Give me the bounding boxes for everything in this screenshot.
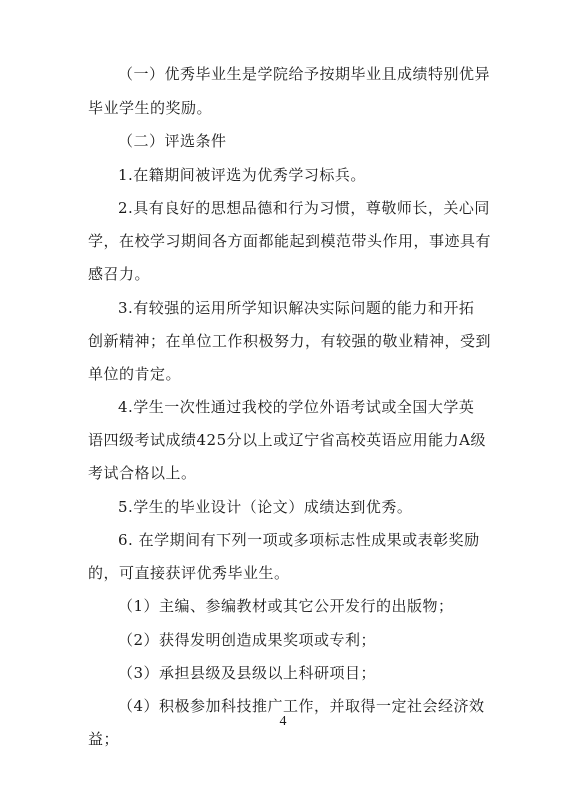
text-line: 学，在校学习期间各方面都能起到模范带头作用，事迹具有 <box>88 232 492 250</box>
text-line: 2.具有良好的思想品德和行为习惯，尊敬师长，关心同 <box>118 199 490 217</box>
text-line: 6. 在学期间有下列一项或多项标志性成果或表彰奖励 <box>118 531 480 549</box>
text-line: 益； <box>88 730 120 748</box>
text-line: （二）评选条件 <box>118 132 227 150</box>
text-line: 语四级考试成绩425分以上或辽宁省高校英语应用能力A级 <box>88 431 486 449</box>
text-line: 创新精神；在单位工作积极努力，有较强的敬业精神，受到 <box>88 332 492 350</box>
text-line: （一）优秀毕业生是学院给予按期毕业且成绩特别优异 <box>118 65 491 83</box>
text-line: 4.学生一次性通过我校的学位外语考试或全国大学英 <box>118 398 475 416</box>
text-line: （1）主编、参编教材或其它公开发行的出版物； <box>118 597 454 615</box>
text-line: 1.在籍期间被评选为优秀学习标兵。 <box>118 166 366 184</box>
page-number: 4 <box>279 714 287 729</box>
text-line: 的，可直接获评优秀毕业生。 <box>88 564 290 582</box>
text-line: （4）积极参加科技推广工作，并取得一定社会经济效 <box>118 697 485 715</box>
text-line: （2）获得发明创造成果奖项或专利； <box>118 631 377 649</box>
text-line: 感召力。 <box>88 265 151 283</box>
text-line: 单位的肯定。 <box>88 365 182 383</box>
text-line: （3）承担县级及县级以上科研项目； <box>118 664 377 682</box>
text-line: 5.学生的毕业设计（论文）成绩达到优秀。 <box>118 498 413 516</box>
text-line: 3.有较强的运用所学知识解决实际问题的能力和开拓 <box>118 299 475 317</box>
text-line: 考试合格以上。 <box>88 464 197 482</box>
text-line: 毕业学生的奖励。 <box>88 99 213 117</box>
